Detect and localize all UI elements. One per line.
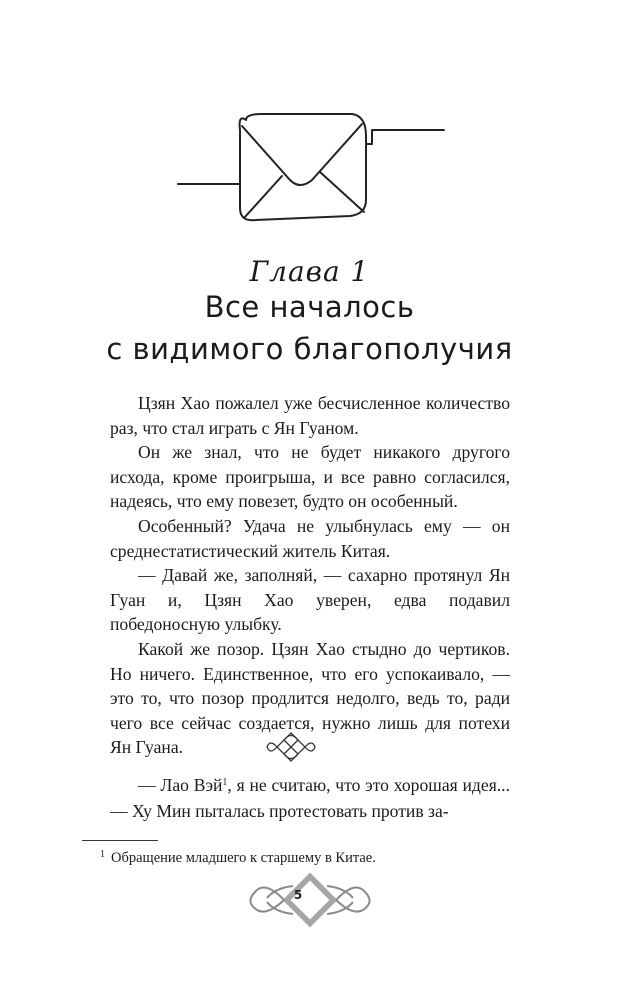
knot-ornament-icon bbox=[264, 729, 318, 765]
paragraph: Он же знал, что не будет никакого другого исхода, кроме проигрыша, и все равно согласился, надеясь, что ему повезет, будто он особенный. bbox=[110, 442, 510, 512]
chapter-title-line-2: с видимого благополучия bbox=[106, 332, 513, 366]
paragraph: Цзян Хао пожалел уже бесчисленное количество раз, что стал играть с Ян Гуаном. bbox=[110, 393, 510, 438]
chapter-title-line-1: Все началось bbox=[204, 290, 415, 324]
footnote-text: Обращение младшего к старшему в Китае. bbox=[111, 850, 376, 866]
footnote-mark: 1 bbox=[100, 849, 105, 860]
footnote-rule bbox=[82, 840, 158, 841]
page-number: 5 bbox=[293, 888, 303, 902]
paragraph: Особенный? Удача не улыбнулась ему — он среднестатистический житель Китая. bbox=[110, 515, 510, 561]
body-text-continued bbox=[110, 772, 510, 824]
paragraph: Какой же позор. Цзян Хао стыдно до чертиков. Но ничего. Единственное, что его успокаивало, — это то, что позор продлится недолго, ведь то, ради чего все сейчас создается, нужно лишь для потехи Ян Гуана. bbox=[110, 638, 510, 758]
body-text bbox=[110, 391, 510, 760]
footnote bbox=[100, 846, 520, 867]
paragraph-text: , я не считаю, что это хорошая идея... — Ху Мин пыталась протестовать против за- bbox=[110, 775, 510, 821]
speaker: — Лао Вэй bbox=[138, 775, 223, 795]
paragraph: — Давай же, заполняй, — сахарно протянул Ян Гуан и, Цзян Хао уверен, едва подавил победоносную улыбку. bbox=[110, 565, 510, 635]
chapter-title bbox=[0, 286, 619, 370]
knot-frame-icon bbox=[235, 868, 385, 932]
footnote-reference[interactable]: 1 bbox=[222, 777, 228, 788]
chapter-label: Глава 1 bbox=[249, 255, 370, 288]
paragraph bbox=[110, 772, 510, 824]
envelope-icon bbox=[170, 100, 450, 230]
